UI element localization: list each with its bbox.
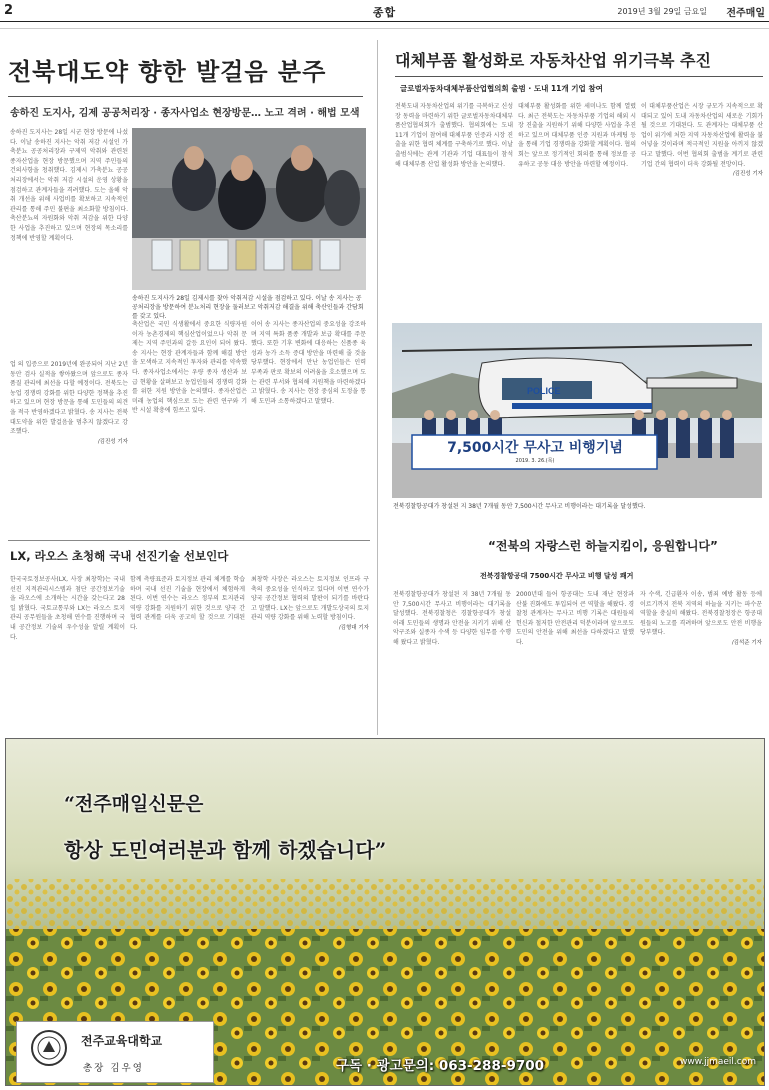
article3-quote-headline: “전북의 자랑스런 하늘지킴이, 응원합니다” <box>488 539 718 553</box>
advertisement-banner <box>5 738 765 1086</box>
article3-byline: /김석준 기자 <box>731 639 762 646</box>
ad-contact: 구독 · 광고문의: 063-288-9700 <box>336 1058 545 1074</box>
university-seal-icon <box>31 1030 67 1066</box>
page-header <box>0 0 769 22</box>
article2-headline: 대체부품 활성화로 자동차산업 위기극복 추진 <box>395 51 711 70</box>
article2-photo <box>392 323 762 498</box>
article1-headline: 전북대도약 향한 발걸음 분주 <box>8 58 327 86</box>
article2-column-2: 대체부품 활성화를 위한 세미나도 함께 열렸다. 최근 전북도는 자동차부품 기업의 해외 시장 진출을 지원하기 위해 다양한 사업을 추진하고 있으며 대체부품 인증 지원과 마케팅 등을 통해 기업 경쟁력을 강화할 계획이다. 협의회는 앞으로 정기적인 회의를 통해 정보를 공유하고 공동 대응 방안을 마련할 예정이다. <box>518 103 636 168</box>
issue-date: 2019년 3월 29일 금요일 <box>617 7 707 16</box>
article2-byline: /김진성 기자 <box>732 171 763 178</box>
article1-column-1: 송하진 도지사는 28일 시군 현장 방문에 나섰다. 이날 송하진 지사는 악취 저감 시설인 가축분뇨 공공처리장과 구제역 악취와 관련된 종자산업을 현장 방문했으며 지역 주민들의 건의사항을 청취했다. 김제시 가축분뇨 공공처리장에서는 악취 저감 시설의 운영 상황을 점검하고 관계자들을 격려했다. 도는 올해 악취 개선을 위해 사업비를 확보하고 지속적인 관리를 통해 주민 불편을 최소화할 방침이다. 축산분뇨의 자원화와 악취 저감을 위한 다양한 사업을 추진하고 있으며 현장의 목소리를 정책에 반영할 계획이다. <box>10 129 128 242</box>
article2-column-1: 전북도내 자동차산업의 위기를 극복하고 신성장 동력을 마련하기 위한 글로벌자동차대체부품산업협의회가 출범했다. 협의회에는 도내 11개 기업이 참여해 대체부품 인증과 시장 진출을 위한 협력 체계를 구축하기로 했다. 이날 출범식에는 관계 기관과 기업 대표들이 참석해 대체부품 산업 활성화 방안을 논의했다. <box>395 103 513 168</box>
divider <box>8 96 363 97</box>
article1-photo-caption: 송하진 도지사가 28일 김제시를 찾아 악취저감 시설을 점검하고 있다. 이날 송 지사는 공공처리장을 방문하여 분뇨처리 현장을 둘러보고 악취저감 해결을 위해 축산인들과 간담회를 갖고 있다. <box>132 295 364 320</box>
ad-slogan-line1: “전주매일신문은 <box>64 793 204 815</box>
ad-website: www.jjmaeil.com <box>679 1057 756 1067</box>
photo2-banner: 7,500시간 무사고 비행기념 <box>447 440 623 456</box>
article2-photo-caption: 전북경찰항공대가 창설된 지 38년 7개월 동안 7,500시간 무사고 비행이라는 대기록을 달성했다. <box>393 503 646 510</box>
ad-university-name: 전주교육대학교 <box>81 1034 163 1048</box>
inspection-photo-icon <box>132 128 366 290</box>
article2-subhead: 글로벌자동차대체부품산업협의회 출범 · 도내 11개 기업 참여 <box>400 84 603 93</box>
divider <box>377 40 378 735</box>
article3-column-1: 전북경찰항공대가 창설된 지 38년 7개월 동안 7,500시간 무사고 비행이라는 대기록을 달성했다. 전북경찰청은 경찰항공대가 창설 이래 도민들의 생명과 안전을 지키기 위해 산악구조와 실종자 수색 등 다양한 임무를 수행해 왔다고 밝혔다. <box>393 591 511 646</box>
article3-column-2: 2000년대 들어 항공대는 도내 재난 현장과 산불 진화에도 투입되어 큰 역할을 해왔다. 경찰청 관계자는 무사고 비행 기록은 대원들의 헌신과 철저한 안전관리 덕분이라며 앞으로도 도민의 안전을 위해 최선을 다하겠다고 말했다. <box>516 591 634 646</box>
divider <box>0 28 769 29</box>
article1-column-2: 축산업은 국민 식생활에서 중요한 식량자원이자 농촌경제의 핵심산업이었으나 악취 문제는 지역 주민과의 갈등 요인이 되어 왔다. 송 지사는 현장 관계자들과 함께 해결 방안을 모색하고 지속적인 투자와 관리를 약속했다. 종자사업소에서는 우량 종자 생산과 보급 현황을 살펴보고 농업인들의 경쟁력 강화를 위한 지원 방안을 논의했다. 종자산업은 미래 농업의 핵심으로 도는 관련 연구와 기반 시설 확충에 힘쓰고 있다. <box>132 321 247 415</box>
divider <box>395 76 763 77</box>
police-label: POLICE <box>527 386 561 396</box>
article1-column-3: 이어 송 지사는 종자산업의 중요성을 강조하며 지역 특화 품종 개발과 보급 확대를 주문했다. 또한 기후 변화에 대응하는 신품종 육성과 농가 소득 증대 방안을 마련해 줄 것을 당부했다. 현장에서 만난 농업인들은 인력 부족과 판로 확보의 어려움을 호소했으며 도는 관련 부서와 협의해 지원책을 마련하겠다고 밝혔다. 송 지사는 현장 중심의 도정을 통해 도민과 소통하겠다고 말했다. <box>251 321 366 405</box>
article4-column-1: 한국국토정보공사(LX, 사장 최창학)는 국내 선진 지적관리시스템과 첨단 공간정보기술을 라오스에 소개하는 시간을 갖는다고 28일 밝혔다. 국토교통부와 LX는 라오스 토지관리 공무원들을 초청해 연수를 진행하며 국내 공간정보 기술의 우수성을 알릴 계획이다. <box>10 576 125 641</box>
article3-subhead: 전북경찰항공대 7500시간 무사고 비행 달성 쾌거 <box>480 572 634 580</box>
ad-university-box <box>16 1021 214 1083</box>
article4-byline: /김형대 기자 <box>338 624 369 631</box>
section-title: 종합 <box>372 6 397 19</box>
divider <box>8 540 370 541</box>
page-number: 2 <box>4 3 14 18</box>
seal-emblem-icon <box>33 1032 65 1064</box>
article4-headline: LX, 라오스 초청해 국내 선진기술 선보인다 <box>10 549 229 563</box>
ad-president-name: 총장 김우영 <box>83 1063 144 1074</box>
photo2-banner-date: 2019. 3. 26.(목) <box>515 458 555 464</box>
article2-column-3: 이 대체부품산업은 시장 규모가 지속적으로 확대되고 있어 도내 자동차산업의 새로운 기회가 될 것으로 기대된다. 도 관계자는 대체부품 산업이 위기에 처한 지역 자동차산업에 활력을 불어넣을 것이라며 적극적인 지원을 아끼지 않겠다고 말했다. 이번 협의회 출범을 계기로 관련 기업 간의 협력이 더욱 강화될 전망이다. /김진성 기자 <box>641 102 763 317</box>
article3-column-3: 자 수색, 긴급환자 이송, 범죄 예방 활동 등에 이르기까지 전북 지역의 하늘을 지키는 파수꾼 역할을 충실히 해왔다. 전북경찰청장은 항공대원들의 노고를 격려하며 앞으로도 안전 비행을 당부했다. /김석준 기자 <box>640 590 762 730</box>
ad-slogan-line2: 항상 도민여러분과 함께 하겠습니다” <box>64 838 387 862</box>
article1-subhead: 송하진 도지사, 김제 공공처리장 · 종자사업소 현장방문… 노고 격려 · 해법 모색 <box>10 108 360 119</box>
helicopter-photo-icon <box>392 323 762 498</box>
article1-photo <box>132 128 366 290</box>
article1-column-4: 업 의 입증으로 2019년에 완공되어 지난 2년 동안 검사 실적을 쌓아왔으며 앞으로도 종자 품질 관리에 최선을 다할 예정이다. 전북도는 농업 경쟁력 강화를 위한 다양한 정책을 추진하고 있으며 현장 방문을 통해 도민들의 의견을 적극 반영하겠다고 밝혔다. 송 지사는 전북 대도약을 위한 발걸음을 멈추지 않겠다고 강조했다. /김진성 기자 <box>10 360 128 540</box>
newspaper-brand: 전주매일 <box>726 8 765 19</box>
article1-byline: /김진성 기자 <box>97 438 128 445</box>
article4-column-2: 함께 측량표준과 토지정보 관리 체계를 학습하며 국내 선진 기술을 현장에서 체험하게 된다. 이번 연수는 라오스 정부의 토지관리 역량 강화를 지원하기 위한 것으로 양국 간 협력 관계를 더욱 공고히 할 것으로 기대된다. <box>130 576 245 631</box>
article4-column-3: 최창학 사장은 라오스는 토지정보 인프라 구축의 중요성을 인식하고 있다며 이번 연수가 양국 공간정보 협력의 발판이 되기를 바란다고 말했다. LX는 앞으로도 개발도상국의 토지관리 역량 강화를 위해 노력할 방침이다. /김형대 기자 <box>251 575 369 727</box>
